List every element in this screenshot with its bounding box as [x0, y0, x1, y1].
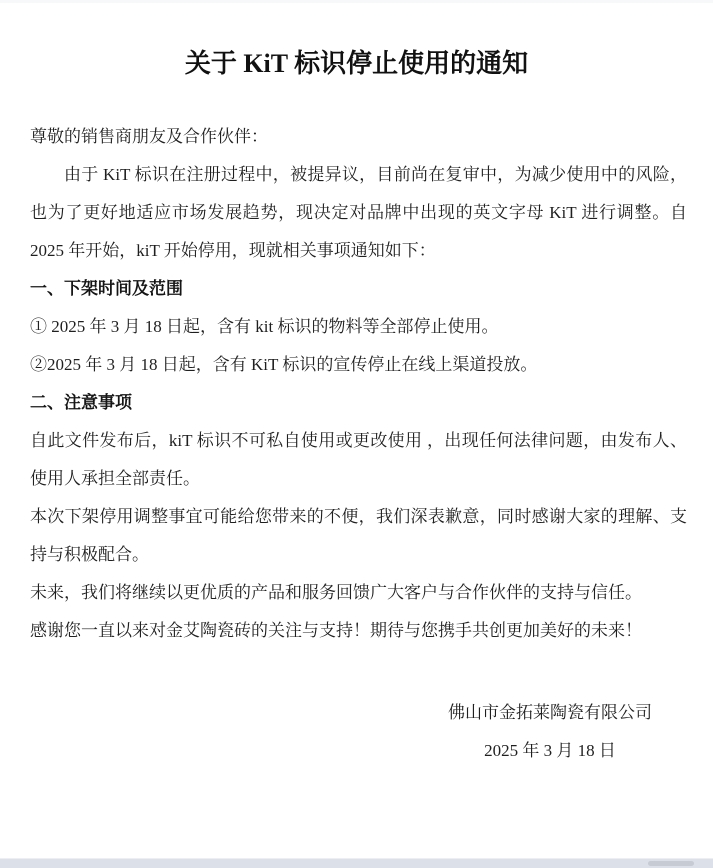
notice-paragraph-1: 自此文件发布后，kiT 标识不可私自使用或更改使用 ，出现任何法律问题，由发布人、使用人承担全部责任。 — [30, 431, 687, 488]
intro-paragraph: 由于 KiT 标识在注册过程中，被提异议，目前尚在复审中，为减少使用中的风险，也为了更好地适应市场发展趋势，现决定对品牌中出现的英文字母 KiT 进行调整。自 2025 年开始，kiT 开始停用，现就相关事项通知如下： — [30, 165, 687, 260]
scrollbar-thumb[interactable] — [648, 861, 694, 866]
notice-paragraph-4: 感谢您一直以来对金艾陶瓷砖的关注与支持！期待与您携手共创更加美好的未来！ — [30, 621, 642, 640]
document-body — [0, 118, 713, 770]
section1-heading: 一、下架时间及范围 — [30, 279, 183, 298]
notice-paragraph-2: 本次下架停用调整事宜可能给您带来的不便，我们深表歉意，同时感谢大家的理解、支持与积极配合。 — [30, 507, 687, 564]
notice-paragraph-3: 未来，我们将继续以更优质的产品和服务回馈广大客户与合作伙伴的支持与信任。 — [30, 583, 642, 602]
signature-block — [385, 694, 713, 770]
salutation: 尊敬的销售商朋友及合作伙伴： — [30, 127, 268, 146]
section1-item-2: ②2025 年 3 月 18 日起，含有 KiT 标识的宣传停止在线上渠道投放。 — [30, 355, 538, 374]
page-title: 关于 KiT 标识停止使用的通知 — [184, 49, 529, 78]
section2-heading: 二、注意事项 — [30, 393, 132, 412]
signature-date: 2025 年 3 月 18 日 — [484, 741, 616, 760]
company-signature: 佛山市金拓莱陶瓷有限公司 — [448, 703, 652, 722]
section1-item-1: ① 2025 年 3 月 18 日起，含有 kit 标识的物料等全部停止使用。 — [30, 317, 499, 336]
horizontal-scrollbar[interactable] — [0, 858, 713, 868]
window-top-edge — [0, 0, 713, 3]
